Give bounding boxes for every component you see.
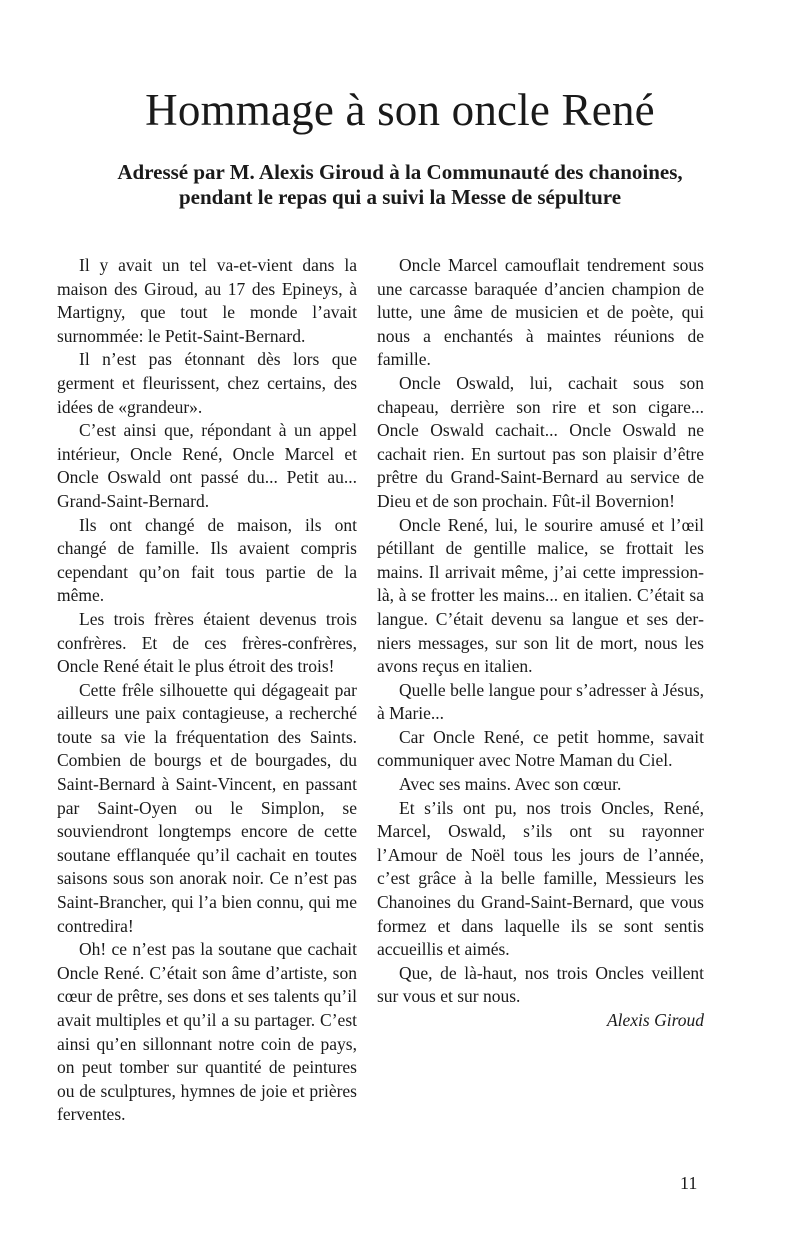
paragraph: Quelle belle langue pour s’adresser à Jésus, à Marie... xyxy=(377,679,704,724)
paragraph: Il n’est pas étonnant dès lors que germent et fleurissent, chez certains, des idées de «grandeur». xyxy=(57,349,357,417)
paragraph: C’est ainsi que, répondant à un appel intérieur, Oncle René, Oncle Marcel et Oncle Oswald ont passé du... Petit au... Grand-Saint-Bernard. xyxy=(57,420,357,511)
paragraph: Les trois frères étaient devenus trois confrères. Et de ces frères-confrères, Oncle René était le plus étroit des trois! xyxy=(57,608,357,677)
subtitle-line-1: Adressé par M. Alexis Giroud à la Communauté des chanoines, xyxy=(117,160,683,184)
paragraph: Car Oncle René, ce petit homme, savait communiquer avec Notre Maman du Ciel. xyxy=(377,726,704,771)
paragraph: Oncle Oswald, lui, cachait sous son chapeau, derrière son rire et son cigare... Oncle Oswald cachait... Oncle Oswald ne cachait rien. En surtout pas son plaisir d’être prêtre du Grand-Saint-Bernard au service de Dieu et de son prochain. Fût-il Bovernion! xyxy=(377,372,704,511)
left-column xyxy=(57,254,357,1127)
paragraph: Il y avait un tel va-et-vient dans la maison des Giroud, au 17 des Epineys, à Martigny, que tout le monde l’avait surnommée: le Petit-Saint-Bernard. xyxy=(57,255,357,346)
paragraph: Et s’ils ont pu, nos trois Oncles, René, Marcel, Oswald, s’ils ont su rayonner l’Amour de Noël tous les jours de l’année, c’est grâce à la belle famille, Messieurs les Chanoines du Grand-Saint-Bernard, que vous formez et dans laquelle ils se sont sentis accueillis et aimés. xyxy=(377,797,704,960)
paragraph: Avec ses mains. Avec son cœur. xyxy=(399,774,622,795)
paragraph: Oh! ce n’est pas la soutane que cachait Oncle René. C’était son âme d’artiste, son cœur de prêtre, ses dons et ses talents qu’il avait multiples et qu’il a su partager. C’est ainsi qu’en sillonnant notre coin de pays, on peut tomber sur quantité de peintures ou de sculptures, hymnes de joie et prières ferventes. xyxy=(57,939,357,1125)
paragraph: Que, de là-haut, nos trois Oncles veillent sur vous et sur nous. xyxy=(377,962,704,1007)
paragraph: Ils ont changé de maison, ils ont changé de famille. Ils avaient compris cependant qu’on fait tous partie de la même. xyxy=(57,514,357,606)
paragraph: Oncle René, lui, le sourire amusé et l’œil pétillant de gentille malice, se frottait les mains. Il arrivait même, j’ai cette impression-là, à se frotter les mains... en italien. C’était sa langue. C’était devenu sa langue et ses derniers messages, sur son lit de mort, nous les avons reçus en italien. xyxy=(377,514,704,677)
author-signature: Alexis Giroud xyxy=(606,1010,704,1030)
page-number: 11 xyxy=(680,1173,698,1193)
page-title: Hommage à son oncle René xyxy=(145,85,655,135)
right-column xyxy=(377,254,704,1033)
paragraph: Cette frêle silhouette qui dégageait par ailleurs une paix contagieuse, a recherché toute sa vie la fréquentation des Saints. Combien de bourgs et de bourgades, du Saint-Bernard à Saint-Vincent, en passant par Saint-Oyen ou le Simplon, se souviendront longtemps encore de cette soutane efflanquée qu’il cachait en toutes saisons sous son anorak noir. Ce n’est pas Saint-Brancher, qui l’a bien connu, qui me contredira! xyxy=(57,679,357,936)
paragraph: Oncle Marcel camouflait tendrement sous une carcasse baraquée d’ancien champion de lutte, une âme de musicien et de poète, qui nous a enchantés à maintes réunions de famille. xyxy=(377,255,704,370)
subtitle xyxy=(40,160,760,210)
subtitle-line-2: pendant le repas qui a suivi la Messe de sépulture xyxy=(178,185,622,209)
